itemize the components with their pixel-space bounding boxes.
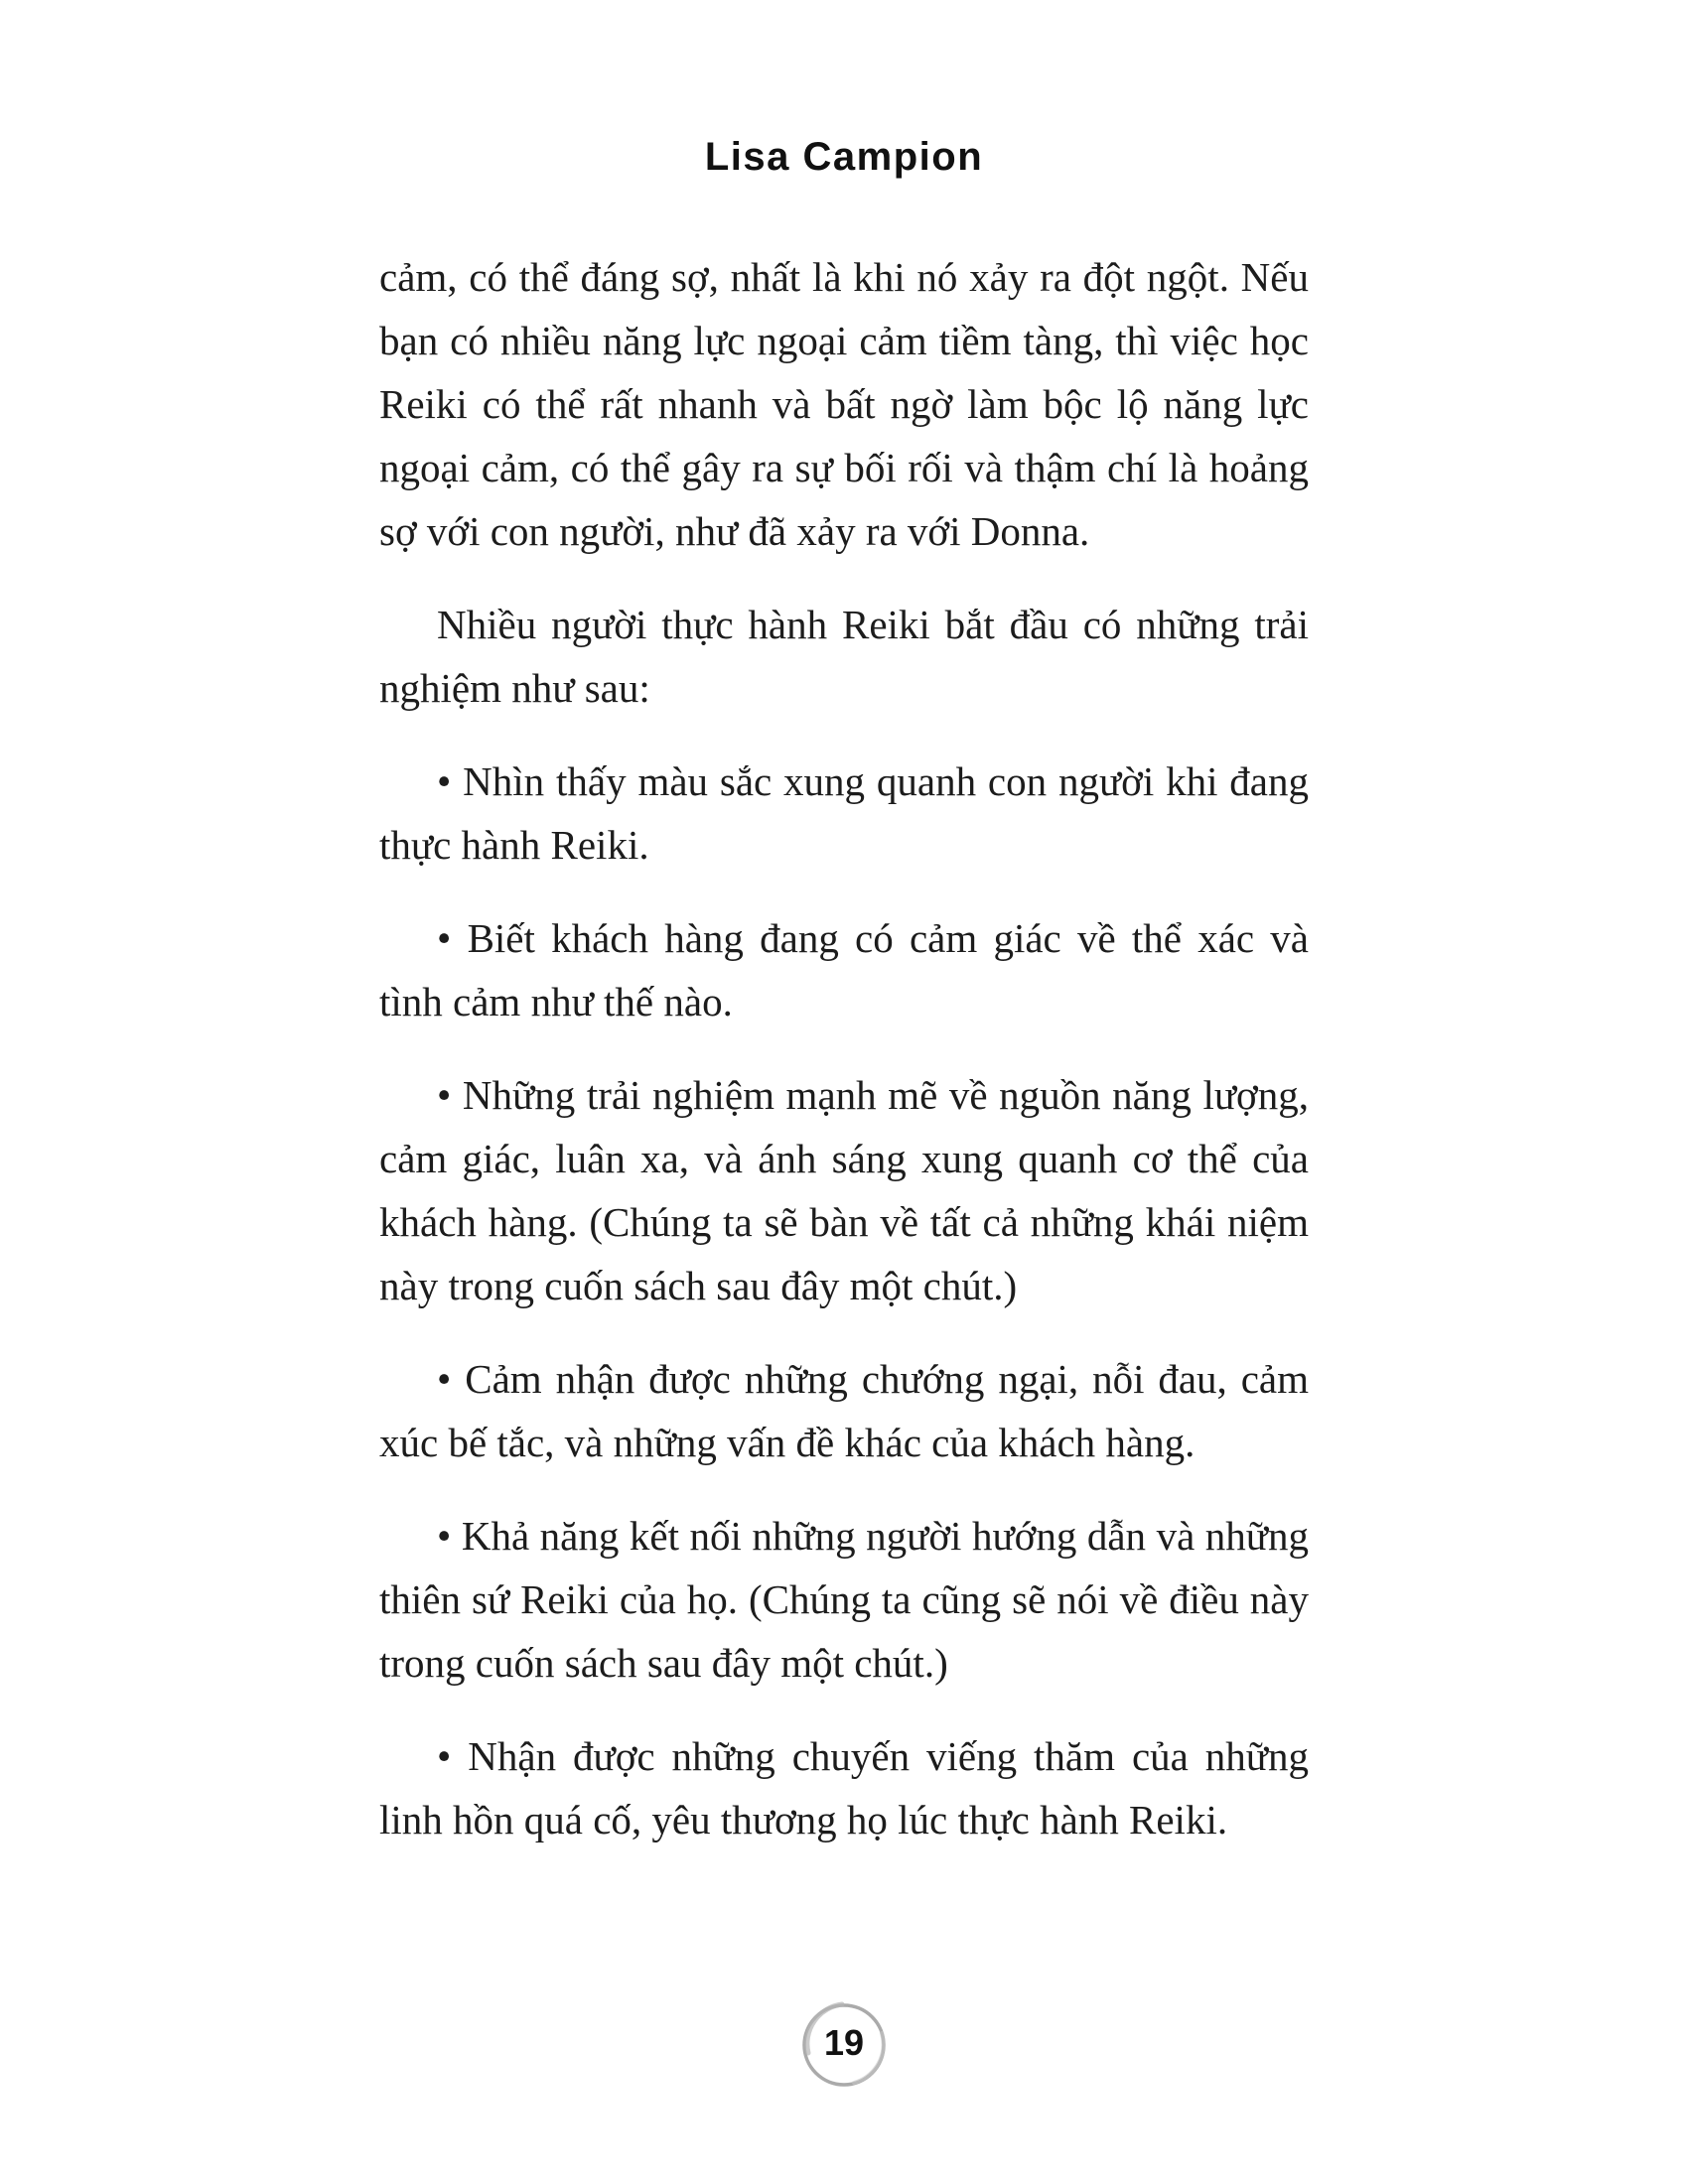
bullet-paragraph: • Nhận được những chuyến viếng thăm của những linh hồn quá cố, yêu thương họ lúc thực hành Reiki. bbox=[379, 1733, 1309, 1843]
bullet-paragraph: • Nhìn thấy màu sắc xung quanh con người khi đang thực hành Reiki. bbox=[379, 758, 1309, 868]
page-body bbox=[379, 245, 1309, 1851]
running-head: Lisa Campion bbox=[704, 135, 984, 179]
bullet-paragraph: • Khả năng kết nối những người hướng dẫn và những thiên sứ Reiki của họ. (Chúng ta cũng sẽ nói về điều này trong cuốn sách sau đây một chút.) bbox=[379, 1513, 1309, 1686]
bullet-paragraph: • Cảm nhận được những chướng ngại, nỗi đau, cảm xúc bế tắc, và những vấn đề khác của khách hàng. bbox=[379, 1356, 1309, 1465]
paragraph: Nhiều người thực hành Reiki bắt đầu có những trải nghiệm như sau: bbox=[379, 602, 1309, 711]
bullet-paragraph: • Biết khách hàng đang có cảm giác về thể xác và tình cảm như thế nào. bbox=[379, 915, 1309, 1024]
page-number-container bbox=[784, 1983, 904, 2103]
paragraph: cảm, có thể đáng sợ, nhất là khi nó xảy ra đột ngột. Nếu bạn có nhiều năng lực ngoại cảm tiềm tàng, thì việc học Reiki có thể rất nhanh và bất ngờ làm bộc lộ năng lực ngoại cảm, có thể gây ra sự bối rối và thậm chí là hoảng sợ với con người, như đã xảy ra với Donna. bbox=[379, 254, 1309, 554]
page-number: 19 bbox=[823, 2022, 865, 2063]
bullet-paragraph: • Những trải nghiệm mạnh mẽ về nguồn năng lượng, cảm giác, luân xa, và ánh sáng xung quanh cơ thể của khách hàng. (Chúng ta sẽ bàn về tất cả những khái niệm này trong cuốn sách sau đây một chút.) bbox=[379, 1072, 1309, 1308]
